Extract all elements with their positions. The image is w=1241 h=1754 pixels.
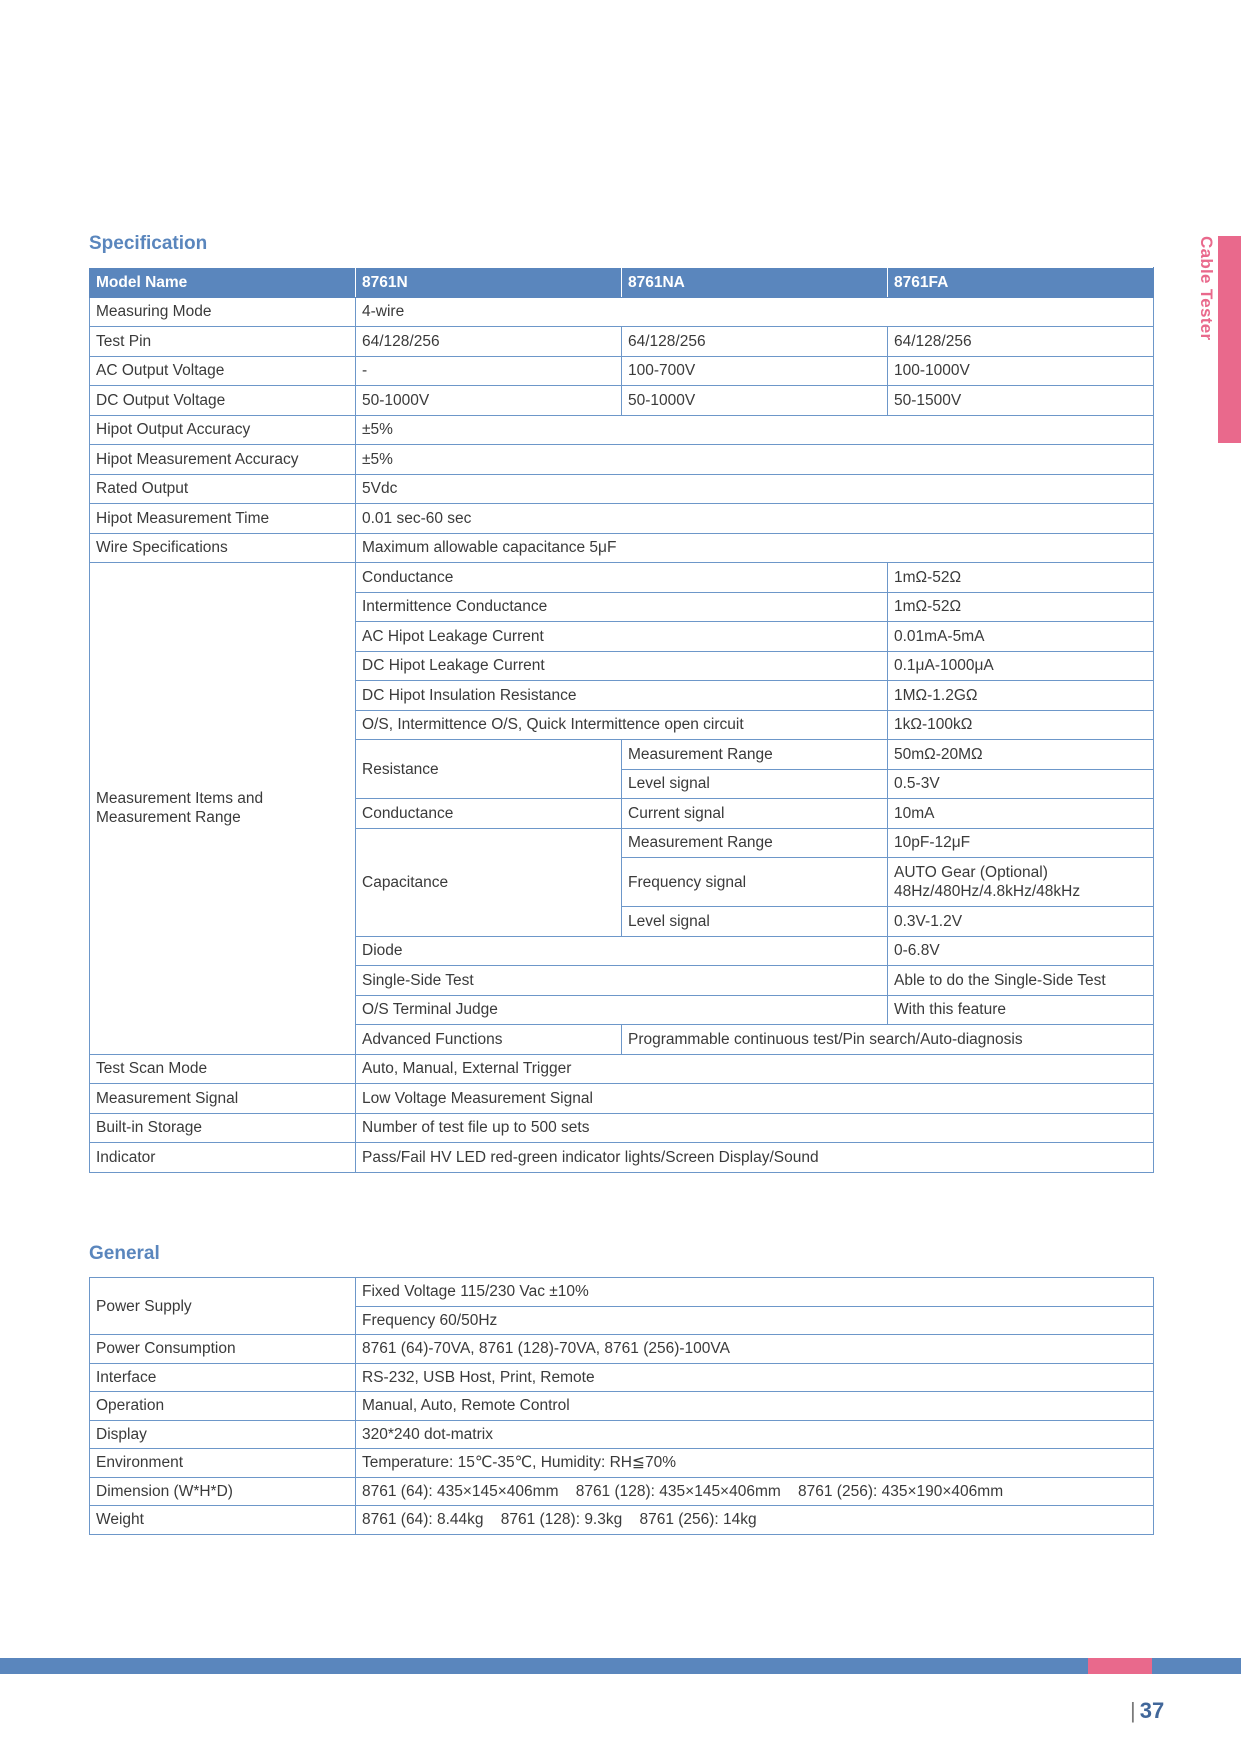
measurement-item: DC Hipot Insulation Resistance: [356, 681, 888, 711]
row-value: 5Vdc: [356, 474, 1154, 504]
measurement-range: [888, 858, 1154, 907]
table-row: [90, 1420, 1154, 1449]
row-value: 64/128/256: [888, 327, 1154, 357]
row-label: Environment: [90, 1449, 356, 1478]
measurement-range: 1MΩ-1.2GΩ: [888, 681, 1154, 711]
measurement-subitem: Level signal: [622, 907, 888, 937]
table-row: [90, 504, 1154, 534]
row-value: Programmable continuous test/Pin search/Auto-diagnosis: [622, 1025, 1154, 1055]
footer-accent: [1088, 1658, 1152, 1674]
table-row: [90, 1363, 1154, 1392]
table-row: [90, 356, 1154, 386]
row-value: 50-1000V: [622, 386, 888, 416]
row-value: Frequency 60/50Hz: [356, 1306, 1154, 1335]
row-value: Low Voltage Measurement Signal: [356, 1084, 1154, 1114]
row-value: 8761 (64)-70VA, 8761 (128)-70VA, 8761 (256)-100VA: [356, 1335, 1154, 1364]
table-row: [90, 1392, 1154, 1421]
row-value: 4-wire: [356, 297, 1154, 327]
table-row: [90, 563, 1154, 593]
measurement-item: Single-Side Test: [356, 966, 888, 996]
table-row: [90, 1335, 1154, 1364]
row-label: Dimension (W*H*D): [90, 1477, 356, 1506]
table-row: [90, 445, 1154, 475]
row-value: 100-1000V: [888, 356, 1154, 386]
measurement-range: 1mΩ-52Ω: [888, 563, 1154, 593]
page-number-separator: |: [1130, 1698, 1136, 1723]
row-value: 50-1000V: [356, 386, 622, 416]
row-value: 8761 (64): 8.44kg 8761 (128): 9.3kg 8761 (256): 14kg: [356, 1506, 1154, 1535]
measurement-range: 0.5-3V: [888, 769, 1154, 799]
row-label: Advanced Functions: [356, 1025, 622, 1055]
measurement-range: 10mA: [888, 799, 1154, 829]
row-value: ±5%: [356, 415, 1154, 445]
page-number-value: 37: [1139, 1698, 1165, 1723]
measurement-range: 0.1μA-1000μA: [888, 651, 1154, 681]
table-row: [90, 1143, 1154, 1173]
row-label: Built-in Storage: [90, 1113, 356, 1143]
measurement-item: AC Hipot Leakage Current: [356, 622, 888, 652]
measurement-item: Resistance: [356, 740, 622, 799]
row-label: Interface: [90, 1363, 356, 1392]
row-label: AC Output Voltage: [90, 356, 356, 386]
header-model-8761na: 8761NA: [622, 268, 888, 298]
row-label: Hipot Measurement Time: [90, 504, 356, 534]
measurement-range: 1kΩ-100kΩ: [888, 710, 1154, 740]
specification-title: Specification: [89, 233, 208, 254]
measurement-item: O/S Terminal Judge: [356, 995, 888, 1025]
side-tab-label: Cable Tester: [1197, 236, 1216, 341]
measurement-range: 0-6.8V: [888, 936, 1154, 966]
measurement-range: 1mΩ-52Ω: [888, 592, 1154, 622]
measurement-subitem: Measurement Range: [622, 828, 888, 858]
row-value: 50-1500V: [888, 386, 1154, 416]
row-label: Hipot Output Accuracy: [90, 415, 356, 445]
side-tab-marker: [1218, 236, 1241, 443]
general-table: [89, 1277, 1154, 1535]
measurement-range: 0.3V-1.2V: [888, 907, 1154, 937]
table-row: [90, 474, 1154, 504]
measurement-subitem: Measurement Range: [622, 740, 888, 770]
row-value: 100-700V: [622, 356, 888, 386]
row-label: DC Output Voltage: [90, 386, 356, 416]
row-value: Manual, Auto, Remote Control: [356, 1392, 1154, 1421]
row-label: Measurement Signal: [90, 1084, 356, 1114]
table-row: [90, 327, 1154, 357]
row-label: Test Scan Mode: [90, 1054, 356, 1084]
table-row: [90, 1449, 1154, 1478]
row-label: Measuring Mode: [90, 297, 356, 327]
general-title: General: [89, 1243, 160, 1264]
measurement-range: With this feature: [888, 995, 1154, 1025]
specification-table: [89, 267, 1154, 1173]
measurement-range: 0.01mA-5mA: [888, 622, 1154, 652]
measurement-item: Conductance: [356, 799, 622, 829]
row-value: Number of test file up to 500 sets: [356, 1113, 1154, 1143]
page-number: [1130, 1698, 1164, 1724]
row-label: Indicator: [90, 1143, 356, 1173]
row-value: Temperature: 15℃-35℃, Humidity: RH≦70%: [356, 1449, 1154, 1478]
table-row: [90, 386, 1154, 416]
table-row: [90, 1113, 1154, 1143]
footer-bar: [0, 1658, 1241, 1674]
row-label: Wire Specifications: [90, 533, 356, 563]
measurement-item: O/S, Intermittence O/S, Quick Intermittence open circuit: [356, 710, 888, 740]
measurement-item: DC Hipot Leakage Current: [356, 651, 888, 681]
frequency-line: 48Hz/480Hz/4.8kHz/48kHz: [894, 883, 1081, 900]
row-value: -: [356, 356, 622, 386]
measurement-item: Conductance: [356, 563, 888, 593]
row-label: Operation: [90, 1392, 356, 1421]
measurement-subitem: Level signal: [622, 769, 888, 799]
table-row: [90, 1506, 1154, 1535]
row-value: Auto, Manual, External Trigger: [356, 1054, 1154, 1084]
measurement-range: Able to do the Single-Side Test: [888, 966, 1154, 996]
measurement-subitem: Frequency signal: [622, 858, 888, 907]
row-value: Maximum allowable capacitance 5μF: [356, 533, 1154, 563]
frequency-line: AUTO Gear (Optional): [894, 864, 1048, 881]
row-value: 64/128/256: [356, 327, 622, 357]
row-value: ±5%: [356, 445, 1154, 475]
measurement-range: 50mΩ-20MΩ: [888, 740, 1154, 770]
row-value: 64/128/256: [622, 327, 888, 357]
measurement-item: Capacitance: [356, 828, 622, 936]
row-value: 320*240 dot-matrix: [356, 1420, 1154, 1449]
table-row: [90, 1477, 1154, 1506]
row-value: 0.01 sec-60 sec: [356, 504, 1154, 534]
header-model-8761fa: 8761FA: [888, 268, 1154, 298]
measurement-items-label: Measurement Items and Measurement Range: [90, 563, 356, 1055]
table-row: [90, 297, 1154, 327]
measurement-range: 10pF-12μF: [888, 828, 1154, 858]
row-label: Weight: [90, 1506, 356, 1535]
row-label: Test Pin: [90, 327, 356, 357]
row-label: Power Supply: [90, 1278, 356, 1335]
header-model-name: Model Name: [90, 268, 356, 298]
row-label: Power Consumption: [90, 1335, 356, 1364]
row-value: Fixed Voltage 115/230 Vac ±10%: [356, 1278, 1154, 1307]
table-row: [90, 1084, 1154, 1114]
row-label: Rated Output: [90, 474, 356, 504]
table-row: [90, 1278, 1154, 1307]
row-value: RS-232, USB Host, Print, Remote: [356, 1363, 1154, 1392]
table-header-row: [90, 268, 1154, 298]
row-value: 8761 (64): 435×145×406mm 8761 (128): 435×145×406mm 8761 (256): 435×190×406mm: [356, 1477, 1154, 1506]
measurement-item: Intermittence Conductance: [356, 592, 888, 622]
measurement-subitem: Current signal: [622, 799, 888, 829]
row-label: Display: [90, 1420, 356, 1449]
table-row: [90, 415, 1154, 445]
table-row: [90, 533, 1154, 563]
measurement-item: Diode: [356, 936, 888, 966]
table-row: [90, 1054, 1154, 1084]
row-label: Hipot Measurement Accuracy: [90, 445, 356, 475]
header-model-8761n: 8761N: [356, 268, 622, 298]
row-value: Pass/Fail HV LED red-green indicator lights/Screen Display/Sound: [356, 1143, 1154, 1173]
